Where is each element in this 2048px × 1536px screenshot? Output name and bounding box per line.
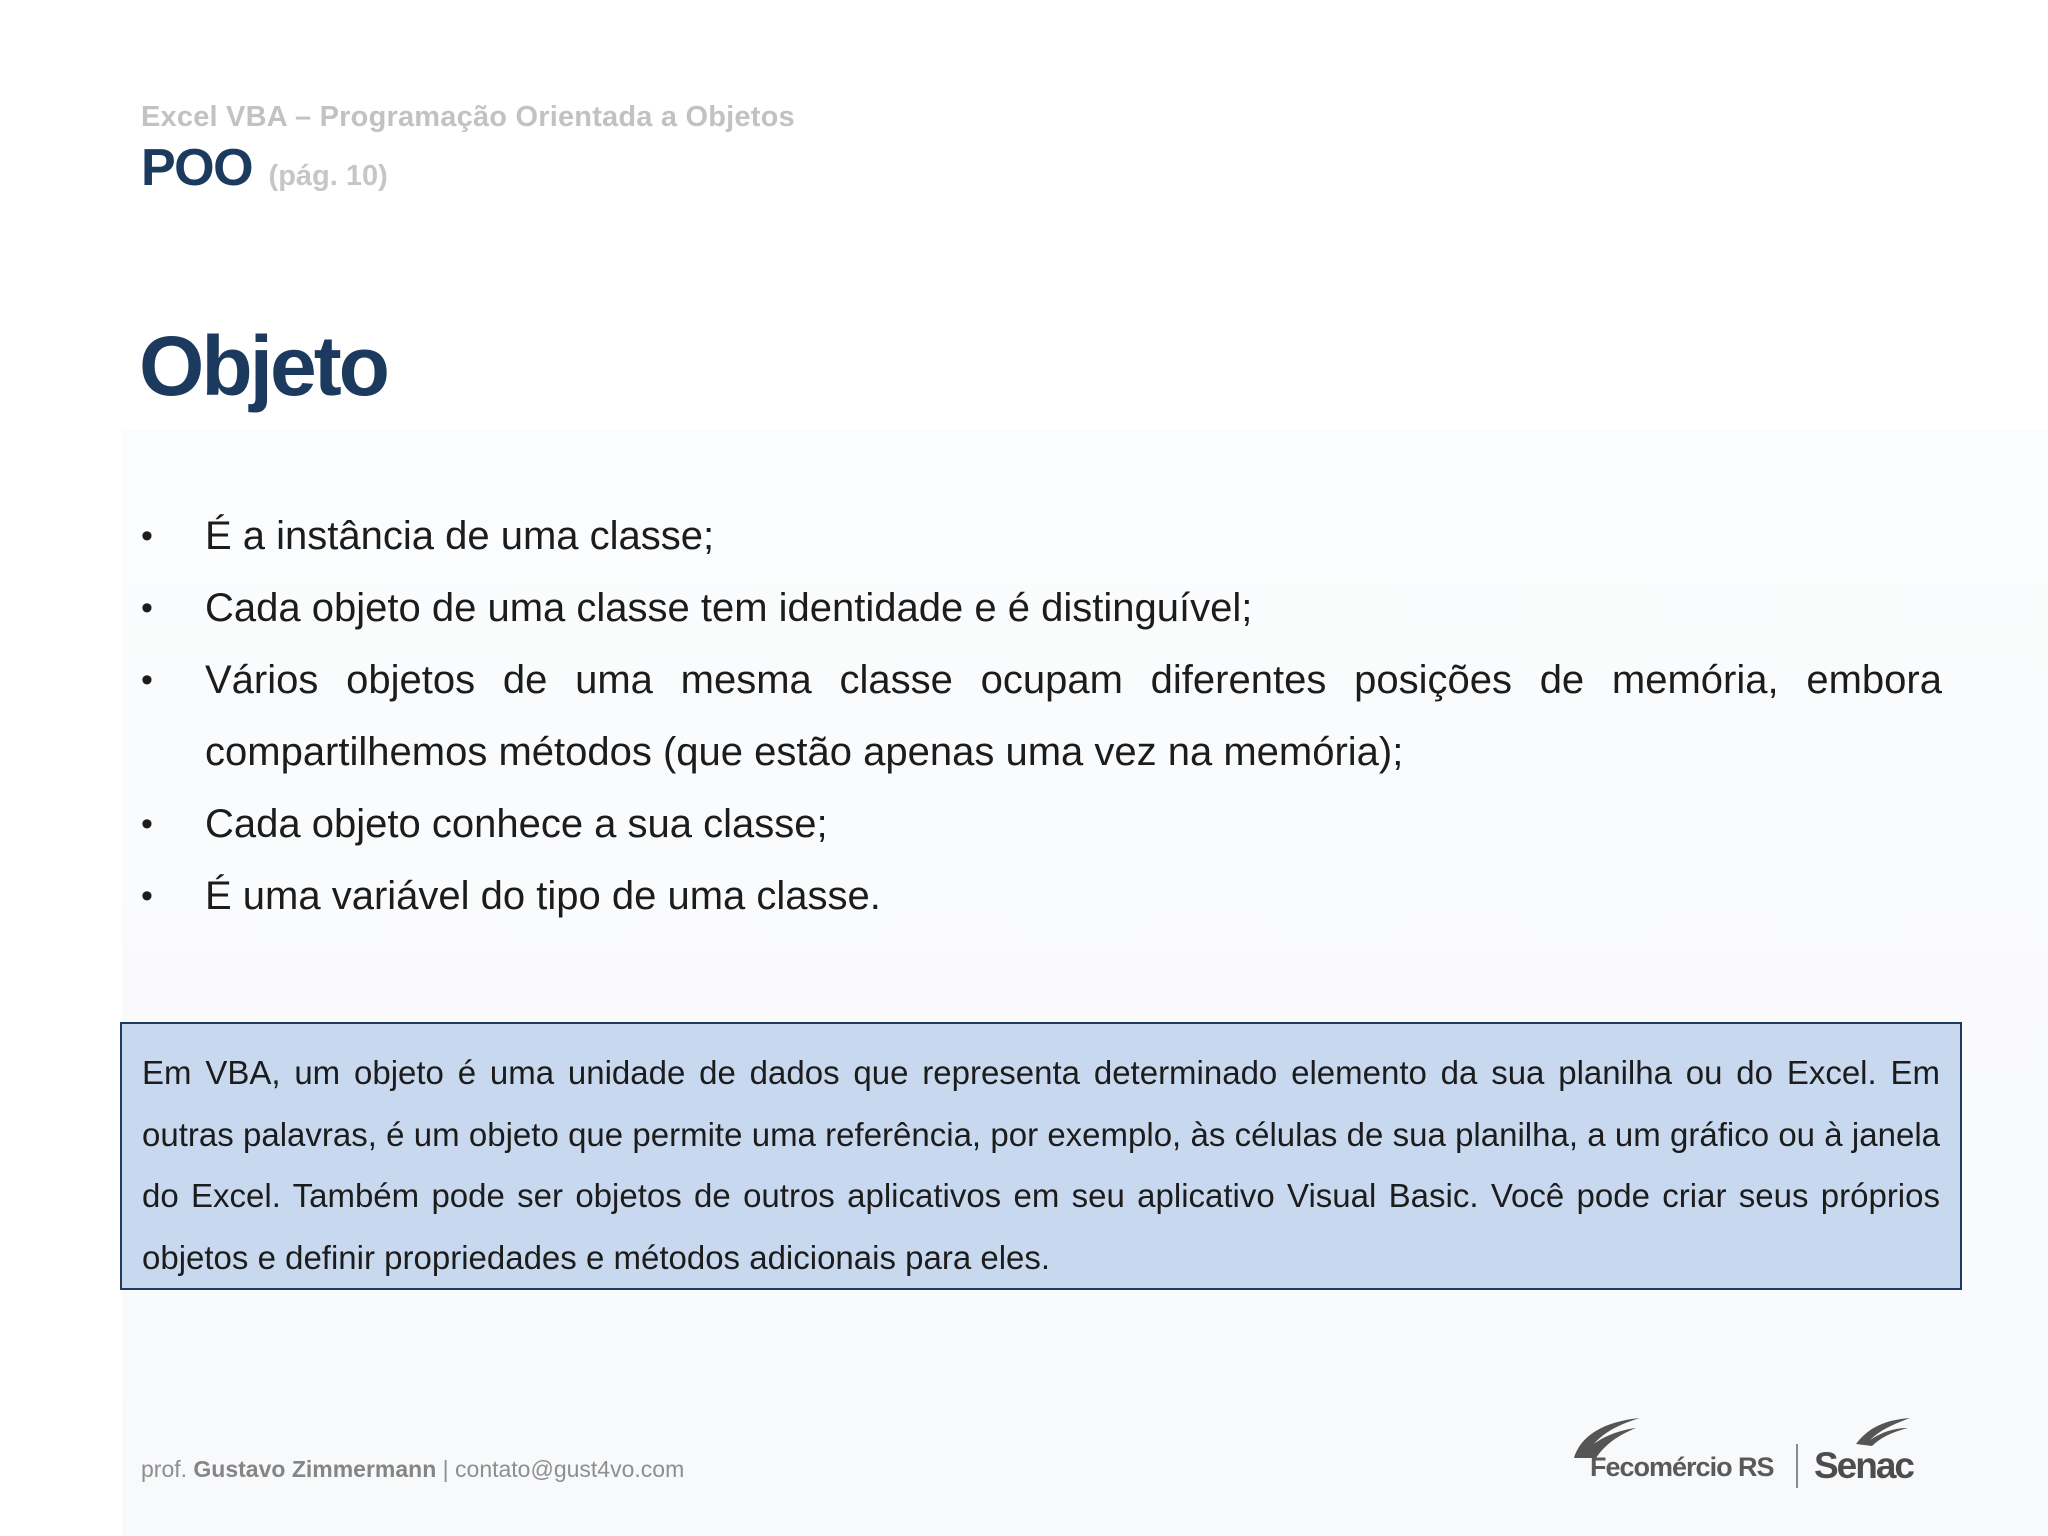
- footer-separator: |: [442, 1456, 449, 1482]
- course-title: Excel VBA – Programação Orientada a Objetos: [141, 101, 795, 133]
- footer-logos: [1570, 1414, 1930, 1490]
- senac-wordmark: Senac: [1814, 1445, 1914, 1486]
- bullet-text: É uma variável do tipo de uma classe.: [205, 874, 881, 918]
- footer-author: Gustavo Zimmermann: [193, 1456, 437, 1482]
- bullet-text: Cada objeto de uma classe tem identidade e é distinguível;: [205, 586, 1253, 630]
- bullet-item: [141, 644, 1942, 788]
- fecomercio-logo: [1570, 1414, 1780, 1490]
- bullet-text: É a instância de uma classe;: [205, 514, 715, 558]
- bullet-text: Cada objeto conhece a sua classe;: [205, 802, 828, 846]
- senac-logo: [1814, 1414, 1930, 1490]
- bullet-item: [141, 860, 1942, 932]
- footer-contact: contato@gust4vo.com: [455, 1456, 685, 1482]
- bullet-list: [141, 500, 1942, 932]
- senac-swoosh-icon: [1854, 1414, 1914, 1446]
- bullet-icon: •: [141, 805, 153, 843]
- bullet-icon: •: [141, 661, 153, 699]
- page-number: (pág. 10): [268, 160, 388, 192]
- bullet-icon: •: [141, 517, 153, 555]
- bullet-item: [141, 788, 1942, 860]
- logo-divider: [1796, 1444, 1798, 1488]
- note-text: Em VBA, um objeto é uma unidade de dados que representa determinado elemento da sua planilha ou do Excel. Em outras palavras, é um objeto que permite uma referência, por exemplo, às células de sua planilha, a um gráfico ou à janela do Excel. Também pode ser objetos de outros aplicativos em seu aplicativo Visual Basic. Você pode criar seus próprios objetos e definir propriedades e métodos adicionais para eles.: [142, 1054, 1940, 1276]
- bullet-text: Vários objetos de uma mesma classe ocupam diferentes posições de memória, embora compartilhemos métodos (que estão apenas uma vez na memória);: [205, 658, 1942, 774]
- fecomercio-wordmark: Fecomércio RS: [1590, 1452, 1774, 1482]
- footer-prefix: prof.: [141, 1456, 188, 1482]
- section-label: POO: [141, 139, 253, 197]
- note-box: [120, 1022, 1962, 1290]
- footer-credit: [141, 1456, 684, 1483]
- bullet-icon: •: [141, 589, 153, 627]
- section-heading: [141, 138, 388, 198]
- bullet-item: [141, 572, 1942, 644]
- bullet-item: [141, 500, 1942, 572]
- bullet-icon: •: [141, 877, 153, 915]
- slide-title: Objeto: [139, 319, 387, 413]
